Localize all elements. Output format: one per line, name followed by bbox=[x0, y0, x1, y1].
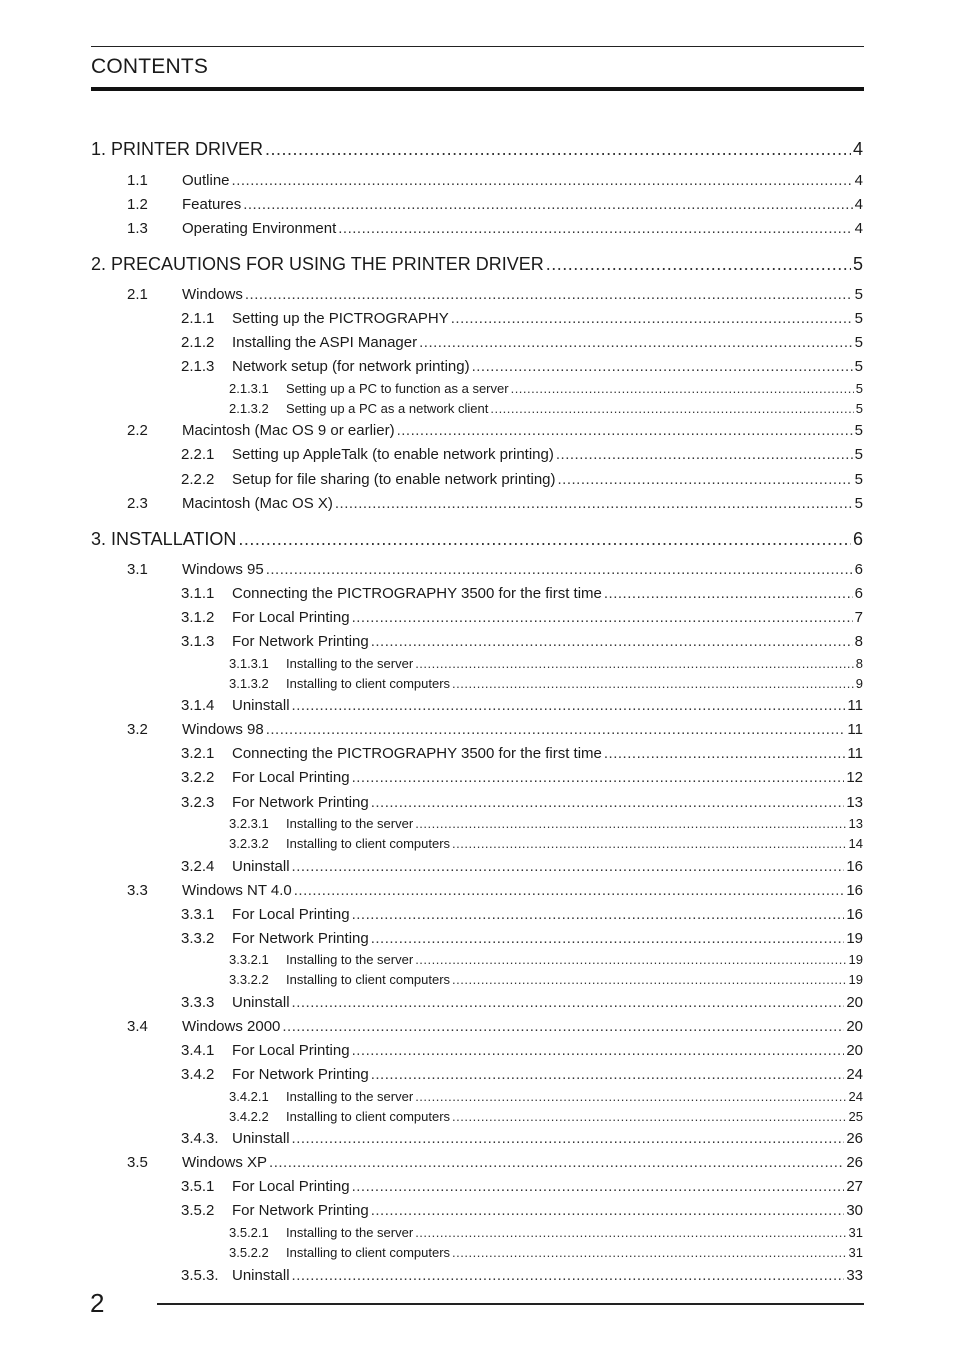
toc-entry-number: 3.1.3 bbox=[181, 633, 215, 650]
toc-entry[interactable] bbox=[229, 816, 863, 831]
toc-entry-page: 8 bbox=[855, 656, 863, 671]
toc-entry-number: 3.5.1 bbox=[181, 1178, 215, 1195]
toc-leader-dots bbox=[452, 972, 847, 987]
toc-entry-title: For Local Printing bbox=[232, 1042, 350, 1059]
toc-entry-number: 3.1.3.1 bbox=[229, 656, 269, 671]
toc-entry[interactable] bbox=[181, 446, 863, 463]
toc-entry[interactable] bbox=[229, 972, 863, 987]
toc-entry[interactable] bbox=[127, 882, 863, 899]
toc-leader-dots bbox=[415, 816, 846, 831]
toc-entry[interactable] bbox=[229, 381, 863, 396]
toc-entry[interactable] bbox=[181, 609, 863, 626]
toc-entry-number: 3.2.4 bbox=[181, 858, 215, 875]
toc-leader-dots bbox=[292, 994, 845, 1011]
toc-leader-dots bbox=[292, 1130, 845, 1147]
toc-leader-dots bbox=[371, 794, 845, 811]
toc-entry[interactable] bbox=[91, 254, 863, 275]
toc-entry-page: 26 bbox=[846, 1130, 863, 1147]
toc-entry[interactable] bbox=[181, 1042, 863, 1059]
toc-leader-dots bbox=[452, 1245, 847, 1260]
toc-leader-dots bbox=[419, 334, 853, 351]
toc-entry-title: 2. PRECAUTIONS FOR USING THE PRINTER DRIVER bbox=[91, 254, 544, 274]
toc-entry-number: 3.2.1 bbox=[181, 745, 215, 762]
toc-entry-page: 16 bbox=[846, 906, 863, 923]
toc-entry-title: Network setup (for network printing) bbox=[232, 358, 470, 375]
toc-entry[interactable] bbox=[181, 697, 863, 714]
toc-entry-page: 16 bbox=[846, 882, 863, 899]
toc-entry-title: Uninstall bbox=[232, 1267, 290, 1284]
toc-entry-number: 2.2.2 bbox=[181, 471, 215, 488]
toc-entry-page: 7 bbox=[854, 609, 863, 626]
toc-leader-dots bbox=[604, 585, 853, 602]
toc-entry[interactable] bbox=[127, 172, 863, 189]
toc-entry-title: Windows bbox=[182, 286, 243, 303]
toc-entry-number: 3.3.2.1 bbox=[229, 952, 269, 967]
toc-entry-title: Setup for file sharing (to enable network printing) bbox=[232, 471, 556, 488]
toc-entry-page: 19 bbox=[848, 972, 863, 987]
toc-leader-dots bbox=[238, 529, 851, 550]
toc-entry-page: 6 bbox=[854, 585, 863, 602]
toc-entry[interactable] bbox=[181, 585, 863, 602]
toc-leader-dots bbox=[371, 633, 853, 650]
toc-entry-title: Uninstall bbox=[232, 697, 290, 714]
toc-entry-number: 3.2.3 bbox=[181, 794, 215, 811]
toc-entry-page: 6 bbox=[854, 561, 863, 578]
toc-entry[interactable] bbox=[229, 401, 863, 416]
toc-entry-page: 13 bbox=[848, 816, 863, 831]
toc-entry-number: 2.1.3 bbox=[181, 358, 215, 375]
toc-leader-dots bbox=[371, 930, 845, 947]
toc-entry-page: 16 bbox=[846, 858, 863, 875]
toc-entry[interactable] bbox=[127, 422, 863, 439]
toc-entry[interactable] bbox=[127, 721, 863, 738]
toc-entry[interactable] bbox=[181, 1267, 863, 1284]
toc-entry-title: For Network Printing bbox=[232, 1066, 369, 1083]
toc-entry[interactable] bbox=[127, 1018, 863, 1035]
toc-leader-dots bbox=[556, 446, 853, 463]
toc-entry-title: For Network Printing bbox=[232, 930, 369, 947]
toc-entry-page: 11 bbox=[847, 697, 863, 714]
toc-entry-title: For Local Printing bbox=[232, 609, 350, 626]
toc-entry-page: 5 bbox=[854, 495, 863, 512]
toc-entry[interactable] bbox=[181, 358, 863, 375]
toc-entry-number: 3.3.1 bbox=[181, 906, 215, 923]
toc-leader-dots bbox=[415, 952, 846, 967]
toc-entry[interactable] bbox=[181, 994, 863, 1011]
toc-leader-dots bbox=[452, 836, 847, 851]
toc-entry-number: 3.3.3 bbox=[181, 994, 215, 1011]
toc-leader-dots bbox=[558, 471, 853, 488]
toc-entry-number: 2.1.2 bbox=[181, 334, 215, 351]
toc-entry-page: 26 bbox=[846, 1154, 863, 1171]
toc-entry-number: 3.1.4 bbox=[181, 697, 215, 714]
toc-entry[interactable] bbox=[229, 1245, 863, 1260]
toc-entry-title: Installing to client computers bbox=[286, 1245, 451, 1260]
toc-entry[interactable] bbox=[229, 656, 863, 671]
toc-entry-title: Installing to client computers bbox=[286, 972, 451, 987]
toc-entry-number: 1.2 bbox=[127, 196, 148, 213]
toc-leader-dots bbox=[490, 401, 853, 416]
toc-leader-dots bbox=[265, 139, 851, 160]
toc-entry[interactable] bbox=[229, 1225, 863, 1240]
toc-entry-number: 3.3.2 bbox=[181, 930, 215, 947]
toc-entry[interactable] bbox=[229, 952, 863, 967]
toc-entry-number: 1.3 bbox=[127, 220, 148, 237]
toc-entry-title: Uninstall bbox=[232, 858, 290, 875]
toc-entry-page: 11 bbox=[847, 721, 863, 738]
toc-entry-number: 1.1 bbox=[127, 172, 148, 189]
toc-entry[interactable] bbox=[127, 561, 863, 578]
toc-entry-title: Installing to client computers bbox=[286, 836, 451, 851]
toc-leader-dots bbox=[245, 286, 853, 303]
toc-entry[interactable] bbox=[181, 906, 863, 923]
toc-entry-number: 3.4.2.2 bbox=[229, 1109, 269, 1124]
toc-entry-title: Installing the ASPI Manager bbox=[232, 334, 418, 351]
toc-entry-page: 31 bbox=[848, 1225, 863, 1240]
toc-entry-title: Installing to the server bbox=[286, 1225, 414, 1240]
toc-leader-dots bbox=[472, 358, 853, 375]
toc-entry-number: 3.4.2.1 bbox=[229, 1089, 269, 1104]
toc-entry[interactable] bbox=[181, 310, 863, 327]
toc-entry-title: Installing to the server bbox=[286, 816, 414, 831]
toc-entry-title: Connecting the PICTROGRAPHY 3500 for the first time bbox=[232, 745, 602, 762]
toc-entry-page: 30 bbox=[846, 1202, 863, 1219]
toc-entry-number: 3.1.3.2 bbox=[229, 676, 269, 691]
toc-entry[interactable] bbox=[181, 471, 863, 488]
toc-entry[interactable] bbox=[229, 676, 863, 691]
toc-entry-page: 5 bbox=[854, 310, 863, 327]
toc-leader-dots bbox=[604, 745, 846, 762]
toc-entry-page: 4 bbox=[854, 172, 863, 189]
toc-entry-number: 3.2.3.1 bbox=[229, 816, 269, 831]
toc-entry-number: 3.1 bbox=[127, 561, 148, 578]
toc-entry-page: 25 bbox=[848, 1109, 863, 1124]
toc-leader-dots bbox=[452, 676, 854, 691]
toc-entry-page: 20 bbox=[846, 1042, 863, 1059]
toc-entry[interactable] bbox=[127, 495, 863, 512]
toc-entry-page: 11 bbox=[847, 745, 863, 762]
toc-entry[interactable] bbox=[181, 930, 863, 947]
toc-entry-title: Windows 98 bbox=[182, 721, 264, 738]
toc-entry-page: 4 bbox=[854, 220, 863, 237]
toc-entry[interactable] bbox=[127, 220, 863, 237]
toc-entry[interactable] bbox=[181, 1202, 863, 1219]
toc-entry-number: 3.2.3.2 bbox=[229, 836, 269, 851]
toc-entry-page: 5 bbox=[854, 471, 863, 488]
toc-entry[interactable] bbox=[91, 529, 863, 550]
toc-entry-title: Windows 2000 bbox=[182, 1018, 281, 1035]
toc-leader-dots bbox=[452, 1109, 847, 1124]
toc-entry[interactable] bbox=[229, 1109, 863, 1124]
toc-entry-page: 5 bbox=[854, 286, 863, 303]
toc-entry-number: 2.1.3.2 bbox=[229, 401, 269, 416]
toc-leader-dots bbox=[335, 495, 853, 512]
toc-entry-page: 5 bbox=[854, 422, 863, 439]
toc-leader-dots bbox=[338, 220, 852, 237]
toc-entry-number: 3.2.2 bbox=[181, 769, 215, 786]
toc-entry-page: 13 bbox=[846, 794, 863, 811]
toc-entry-title: Installing to client computers bbox=[286, 676, 451, 691]
toc-entry-number: 3.5.2 bbox=[181, 1202, 215, 1219]
toc-entry-number: 3.5 bbox=[127, 1154, 148, 1171]
toc-entry-page: 33 bbox=[846, 1267, 863, 1284]
toc-entry-page: 5 bbox=[852, 254, 863, 274]
toc-leader-dots bbox=[292, 1267, 845, 1284]
toc-leader-dots bbox=[352, 1042, 845, 1059]
toc-entry-page: 5 bbox=[854, 358, 863, 375]
toc-entry[interactable] bbox=[181, 1178, 863, 1195]
toc-entry-title: Setting up a PC to function as a server bbox=[286, 381, 509, 396]
toc-entry-page: 27 bbox=[846, 1178, 863, 1195]
toc-leader-dots bbox=[352, 609, 853, 626]
toc-entry-page: 12 bbox=[846, 769, 863, 786]
toc-entry-title: Macintosh (Mac OS 9 or earlier) bbox=[182, 422, 395, 439]
toc-entry-title: Setting up the PICTROGRAPHY bbox=[232, 310, 449, 327]
toc-entry-title: For Network Printing bbox=[232, 794, 369, 811]
toc-entry-page: 5 bbox=[855, 401, 863, 416]
toc-entry[interactable] bbox=[127, 1154, 863, 1171]
toc-entry-page: 4 bbox=[854, 196, 863, 213]
toc-leader-dots bbox=[371, 1202, 845, 1219]
toc-entry-number: 3.4.3. bbox=[181, 1130, 219, 1147]
toc-entry-number: 3.3.2.2 bbox=[229, 972, 269, 987]
toc-entry-title: Installing to the server bbox=[286, 656, 414, 671]
toc-leader-dots bbox=[415, 1089, 846, 1104]
toc-entry[interactable] bbox=[127, 286, 863, 303]
toc-entry-number: 3.5.3. bbox=[181, 1267, 219, 1284]
toc-entry-title: Setting up AppleTalk (to enable network printing) bbox=[232, 446, 554, 463]
toc-entry-title: Uninstall bbox=[232, 994, 290, 1011]
toc-leader-dots bbox=[352, 906, 845, 923]
toc-entry-title: Windows NT 4.0 bbox=[182, 882, 292, 899]
toc-leader-dots bbox=[269, 1154, 844, 1171]
toc-entry-page: 4 bbox=[852, 139, 863, 159]
toc-entry-page: 5 bbox=[854, 334, 863, 351]
toc-entry-title: For Local Printing bbox=[232, 769, 350, 786]
toc-entry[interactable] bbox=[181, 1130, 863, 1147]
toc-leader-dots bbox=[371, 1066, 845, 1083]
footer-rule bbox=[157, 1303, 864, 1305]
toc-entry-title: Operating Environment bbox=[182, 220, 337, 237]
toc-entry-title: For Network Printing bbox=[232, 633, 369, 650]
toc-entry-title: Installing to the server bbox=[286, 952, 414, 967]
toc-entry-page: 20 bbox=[846, 994, 863, 1011]
toc-entry[interactable] bbox=[181, 858, 863, 875]
toc-leader-dots bbox=[546, 254, 851, 275]
toc-entry[interactable] bbox=[181, 769, 863, 786]
toc-entry-title: For Local Printing bbox=[232, 906, 350, 923]
toc-entry-page: 14 bbox=[848, 836, 863, 851]
toc-entry-page: 24 bbox=[846, 1066, 863, 1083]
toc-leader-dots bbox=[451, 310, 853, 327]
toc-entry[interactable] bbox=[181, 794, 863, 811]
toc-leader-dots bbox=[415, 1225, 846, 1240]
toc-entry-page: 9 bbox=[855, 676, 863, 691]
toc-leader-dots bbox=[397, 422, 853, 439]
toc-leader-dots bbox=[352, 1178, 845, 1195]
toc-entry-number: 2.1.3.1 bbox=[229, 381, 269, 396]
toc-entry-title: Connecting the PICTROGRAPHY 3500 for the first time bbox=[232, 585, 602, 602]
toc-leader-dots bbox=[243, 196, 852, 213]
toc-entry-title: Installing to the server bbox=[286, 1089, 414, 1104]
toc-leader-dots bbox=[511, 381, 854, 396]
toc-entry-title: Features bbox=[182, 196, 242, 213]
toc-leader-dots bbox=[352, 769, 845, 786]
toc-leader-dots bbox=[294, 882, 845, 899]
toc-entry-number: 2.2.1 bbox=[181, 446, 215, 463]
toc-entry-number: 3.4.1 bbox=[181, 1042, 215, 1059]
toc-entry-number: 3.4.2 bbox=[181, 1066, 215, 1083]
toc-entry[interactable] bbox=[229, 836, 863, 851]
toc-entry-page: 5 bbox=[854, 446, 863, 463]
toc-entry-number: 3.3 bbox=[127, 882, 148, 899]
toc-entry-number: 3.1.1 bbox=[181, 585, 215, 602]
page-number: 2 bbox=[90, 1288, 105, 1318]
toc-entry-title: Setting up a PC as a network client bbox=[286, 401, 489, 416]
toc-entry[interactable] bbox=[181, 1066, 863, 1083]
toc-entry-number: 3.2 bbox=[127, 721, 148, 738]
toc-entry-title: For Network Printing bbox=[232, 1202, 369, 1219]
toc-entry-page: 6 bbox=[852, 529, 863, 549]
toc-entry[interactable] bbox=[181, 633, 863, 650]
toc-entry-title: Outline bbox=[182, 172, 230, 189]
toc-entry-number: 3.1.2 bbox=[181, 609, 215, 626]
toc-entry[interactable] bbox=[229, 1089, 863, 1104]
page-title: CONTENTS bbox=[91, 55, 209, 78]
toc-leader-dots bbox=[282, 1018, 844, 1035]
toc-leader-dots bbox=[415, 656, 854, 671]
toc-entry-number: 3.5.2.1 bbox=[229, 1225, 269, 1240]
toc-entry-number: 3.4 bbox=[127, 1018, 148, 1035]
toc-entry-page: 5 bbox=[855, 381, 863, 396]
toc-entry[interactable] bbox=[91, 139, 863, 160]
toc-entry-number: 2.2 bbox=[127, 422, 148, 439]
toc-entry-page: 31 bbox=[848, 1245, 863, 1260]
toc-entry[interactable] bbox=[181, 334, 863, 351]
toc-entry-page: 20 bbox=[846, 1018, 863, 1035]
toc-entry-number: 3.5.2.2 bbox=[229, 1245, 269, 1260]
toc-entry-title: Uninstall bbox=[232, 1130, 290, 1147]
toc-entry-title: Windows XP bbox=[182, 1154, 268, 1171]
toc-entry-title: For Local Printing bbox=[232, 1178, 350, 1195]
toc-entry-title: Macintosh (Mac OS X) bbox=[182, 495, 333, 512]
toc-leader-dots bbox=[266, 561, 853, 578]
toc-entry-page: 19 bbox=[848, 952, 863, 967]
toc-entry-page: 19 bbox=[846, 930, 863, 947]
toc-leader-dots bbox=[292, 697, 846, 714]
toc-entry-page: 8 bbox=[854, 633, 863, 650]
toc-leader-dots bbox=[292, 858, 845, 875]
toc-entry-number: 2.3 bbox=[127, 495, 148, 512]
toc-entry-number: 2.1 bbox=[127, 286, 148, 303]
toc-entry-title: Windows 95 bbox=[182, 561, 264, 578]
toc-entry[interactable] bbox=[181, 745, 863, 762]
toc-leader-dots bbox=[266, 721, 846, 738]
toc-entry-number: 2.1.1 bbox=[181, 310, 215, 327]
toc-entry-title: 1. PRINTER DRIVER bbox=[91, 139, 264, 159]
toc-entry-page: 24 bbox=[848, 1089, 863, 1104]
toc-entry-title: 3. INSTALLATION bbox=[91, 529, 237, 549]
toc-entry[interactable] bbox=[127, 196, 863, 213]
toc-leader-dots bbox=[232, 172, 853, 189]
toc-entry-title: Installing to client computers bbox=[286, 1109, 451, 1124]
